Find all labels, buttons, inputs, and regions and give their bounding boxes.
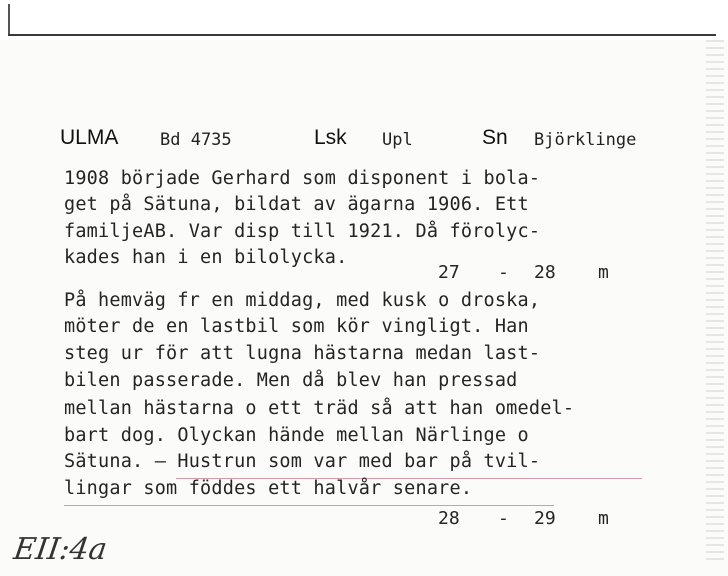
page-mark-1-dash: -	[498, 262, 509, 283]
page-mark-2-dash: -	[498, 508, 509, 529]
text-line-2: get på Sätuna, bildat av ägarna 1906. Ett	[64, 194, 529, 215]
highlight-underline-2	[64, 505, 554, 506]
page-mark-1-to: 28	[534, 262, 556, 283]
page-mark-2-from: 28	[438, 508, 460, 529]
text-line-7: steg ur för att lugna hästarna medan last-	[64, 343, 541, 364]
text-line-11: Sätuna. – Hustrun som var med bar på tvil-	[64, 451, 541, 472]
text-line-4: kades han i en bilolycka.	[64, 247, 348, 268]
header-sn: Sn	[482, 126, 508, 149]
header-bd-number: Bd 4735	[160, 130, 232, 150]
page-mark-2-to: 29	[534, 508, 556, 529]
text-line-1: 1908 började Gerhard som disponent i bola-	[64, 168, 541, 189]
header-place: Björklinge	[534, 130, 637, 150]
page-mark-2-unit: m	[598, 508, 609, 529]
page-mark-1	[438, 262, 628, 286]
page-mark-2	[438, 508, 628, 532]
page-mark-1-unit: m	[598, 262, 609, 283]
text-line-10: bart dog. Olyckan hände mellan Närlinge o	[64, 425, 529, 446]
text-line-3: familjeAB. Var disp till 1921. Då förolyc-	[64, 221, 541, 242]
page-mark-1-from: 27	[438, 262, 460, 283]
header-upl: Upl	[382, 130, 413, 150]
edge-tick-mark	[8, 4, 10, 36]
header-ulma: ULMA	[60, 126, 119, 149]
text-line-9: mellan hästarna o ett träd så att han omedel-	[64, 398, 575, 419]
card-right-edge	[706, 40, 724, 560]
text-line-8: bilen passerade. Men då blev han pressad	[64, 370, 518, 391]
text-line-12: lingar som föddes ett halvår senare.	[64, 478, 473, 499]
handwritten-code: EII:4a	[11, 532, 110, 567]
card-top-border	[8, 34, 716, 36]
header-lsk: Lsk	[314, 126, 347, 149]
card-header	[60, 126, 700, 156]
card-top-edge	[0, 0, 728, 40]
text-line-5: På hemväg fr en middag, med kusk o droska,	[64, 290, 541, 311]
text-line-6: möter de en lastbil som kör vingligt. Han	[64, 316, 529, 337]
